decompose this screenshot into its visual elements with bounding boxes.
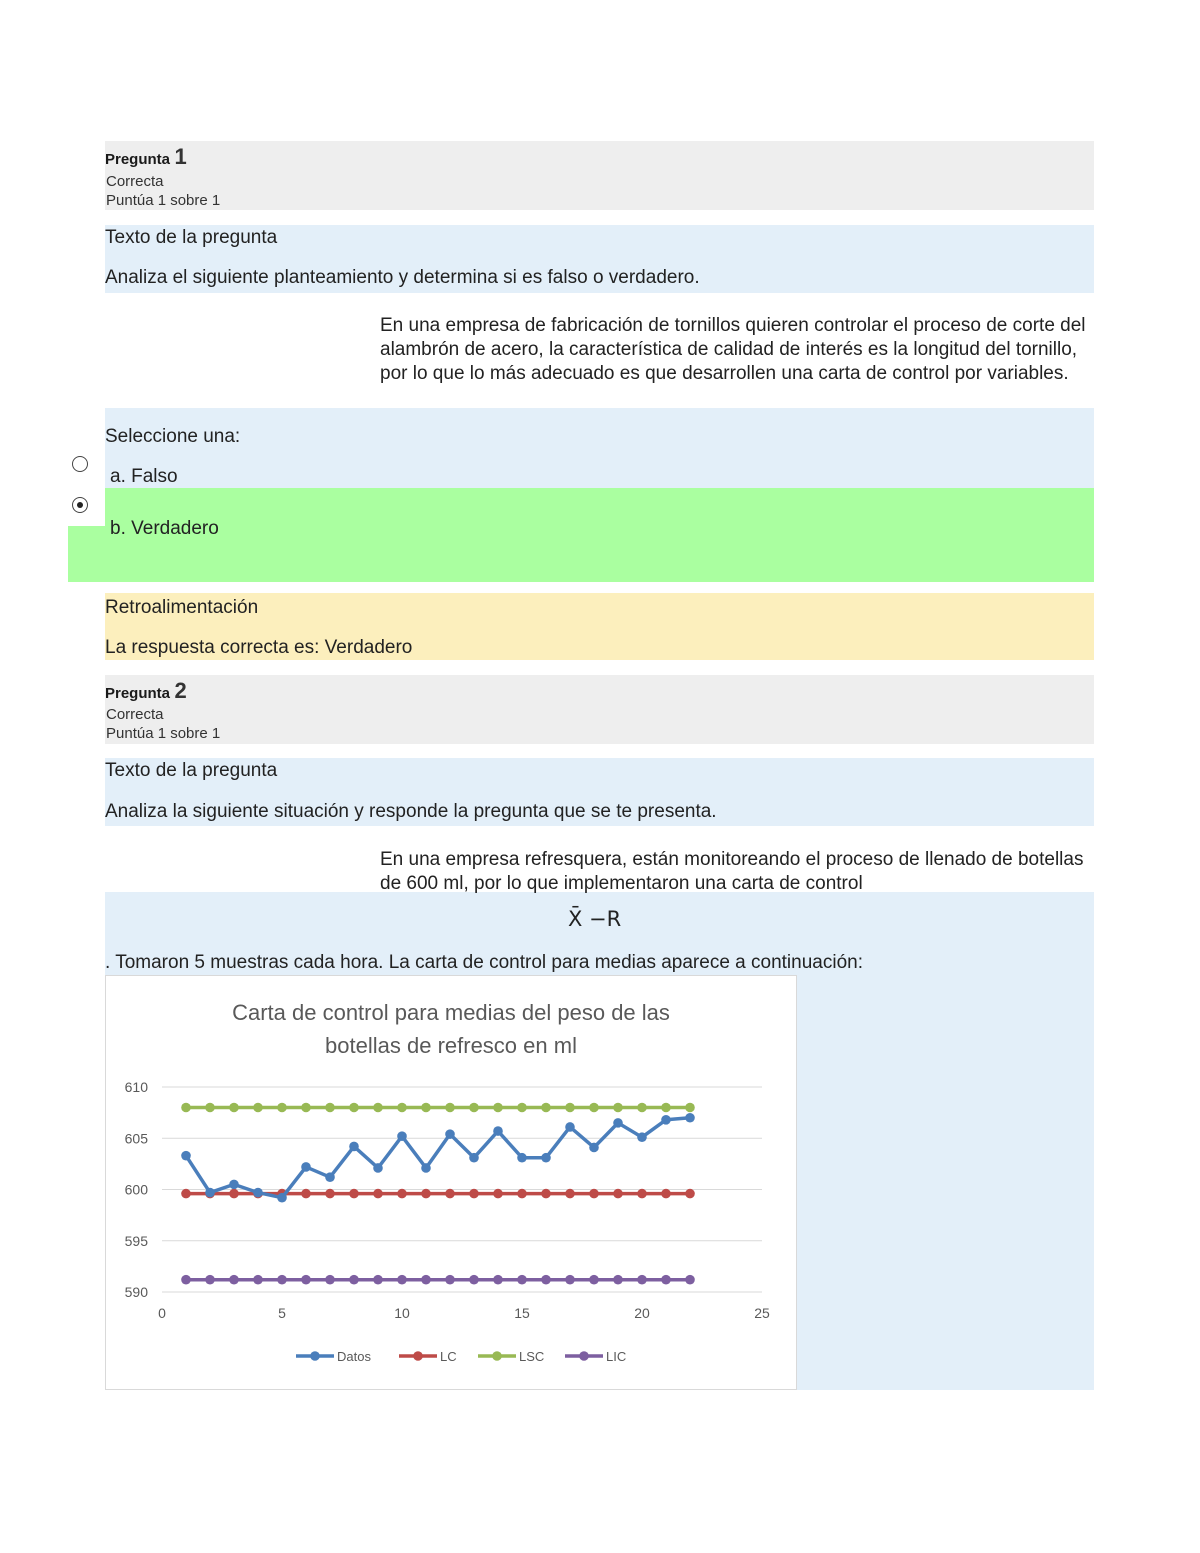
option-b-label[interactable]: b. Verdadero [110, 518, 219, 539]
question-statement: En una empresa refresquera, están monitoreando el proceso de llenado de botellas de 600 ml, por lo que implementaron una carta de control [380, 849, 1084, 894]
data-point-LSC [397, 1103, 407, 1113]
select-label: Seleccione una: [105, 426, 241, 447]
data-point-LSC [469, 1103, 479, 1113]
question-continuation: . Tomaron 5 muestras cada hora. La carta de control para medias aparece a continuación: [105, 952, 863, 973]
data-point-Datos [253, 1188, 263, 1198]
question-text-heading: Texto de la pregunta [105, 760, 278, 781]
data-point-LIC [589, 1275, 599, 1285]
data-point-LIC [229, 1275, 239, 1285]
radio-option-b[interactable] [72, 497, 88, 513]
question-status: Correcta [106, 173, 164, 190]
feedback-heading: Retroalimentación [105, 597, 259, 618]
data-point-LC [469, 1189, 479, 1199]
data-point-LSC [349, 1103, 359, 1113]
data-point-Datos [181, 1151, 191, 1161]
data-point-LC [493, 1189, 503, 1199]
x-tick-label: 10 [394, 1305, 410, 1321]
data-point-LSC [205, 1103, 215, 1113]
data-point-Datos [637, 1132, 647, 1142]
legend-marker-LSC [492, 1351, 502, 1361]
x-tick-label: 15 [514, 1305, 530, 1321]
radio-option-a[interactable] [72, 456, 88, 472]
data-point-LIC [397, 1275, 407, 1285]
data-point-LC [229, 1189, 239, 1199]
data-point-LSC [445, 1103, 455, 1113]
data-point-LSC [613, 1103, 623, 1113]
y-tick-label: 600 [124, 1181, 148, 1198]
data-point-LSC [229, 1103, 239, 1113]
y-tick-label: 605 [124, 1130, 148, 1147]
question-2-info [105, 675, 1094, 744]
data-point-LC [685, 1189, 695, 1199]
data-point-LC [517, 1189, 527, 1199]
y-tick-label: 595 [124, 1232, 148, 1249]
data-point-LIC [685, 1275, 695, 1285]
data-point-LC [349, 1189, 359, 1199]
data-point-LSC [493, 1103, 503, 1113]
data-point-LIC [421, 1275, 431, 1285]
data-point-LC [613, 1189, 623, 1199]
data-point-LIC [301, 1275, 311, 1285]
legend-label-LSC: LSC [519, 1349, 545, 1364]
blank-cell [105, 826, 378, 892]
data-point-Datos [613, 1118, 623, 1128]
radio-selected-dot [77, 502, 83, 508]
chart-title-line: botellas de refresco en ml [325, 1033, 577, 1058]
data-point-Datos [229, 1180, 239, 1190]
data-point-Datos [205, 1188, 215, 1198]
data-point-Datos [541, 1153, 551, 1163]
data-point-LIC [541, 1275, 551, 1285]
x-tick-label: 20 [634, 1305, 650, 1321]
data-point-LSC [373, 1103, 383, 1113]
data-point-LSC [421, 1103, 431, 1113]
blank-cell [105, 293, 378, 408]
data-point-Datos [373, 1163, 383, 1173]
chart-title-line: Carta de control para medias del peso de las [232, 1000, 670, 1025]
data-point-LIC [613, 1275, 623, 1285]
data-point-LIC [445, 1275, 455, 1285]
data-point-LIC [277, 1275, 287, 1285]
x-tick-label: 25 [754, 1305, 770, 1321]
data-point-LSC [685, 1103, 695, 1113]
data-point-LC [445, 1189, 455, 1199]
data-point-LC [565, 1189, 575, 1199]
data-point-Datos [469, 1153, 479, 1163]
data-point-LIC [517, 1275, 527, 1285]
data-point-LC [325, 1189, 335, 1199]
data-point-LSC [181, 1103, 191, 1113]
y-tick-label: 610 [124, 1079, 148, 1095]
data-point-LSC [541, 1103, 551, 1113]
option-a-label[interactable]: a. Falso [110, 466, 178, 487]
data-point-LSC [301, 1103, 311, 1113]
legend-label-Datos: Datos [337, 1349, 371, 1364]
legend-marker-LIC [579, 1351, 589, 1361]
question-text-heading: Texto de la pregunta [105, 227, 278, 248]
data-point-LC [589, 1189, 599, 1199]
data-point-LSC [517, 1103, 527, 1113]
data-point-LIC [205, 1275, 215, 1285]
data-point-Datos [565, 1122, 575, 1132]
data-point-LIC [661, 1275, 671, 1285]
question-number: 2 [174, 678, 187, 703]
legend-marker-Datos [310, 1351, 320, 1361]
legend-label-LC: LC [440, 1349, 457, 1364]
data-point-LSC [637, 1103, 647, 1113]
data-point-Datos [661, 1115, 671, 1125]
data-point-LSC [325, 1103, 335, 1113]
data-point-LIC [469, 1275, 479, 1285]
data-point-Datos [685, 1113, 695, 1123]
data-point-Datos [397, 1131, 407, 1141]
data-point-LC [541, 1189, 551, 1199]
question-label: Pregunta [105, 151, 171, 168]
data-point-LSC [661, 1103, 671, 1113]
control-chart [105, 975, 797, 1390]
data-point-Datos [421, 1163, 431, 1173]
data-point-LC [661, 1189, 671, 1199]
question-instruction: Analiza el siguiente planteamiento y determina si es falso o verdadero. [105, 267, 700, 288]
data-point-LIC [373, 1275, 383, 1285]
data-point-LC [637, 1189, 647, 1199]
data-point-Datos [493, 1126, 503, 1136]
data-point-LIC [181, 1275, 191, 1285]
question-1-info [105, 141, 1094, 210]
question-instruction: Analiza la siguiente situación y responde la pregunta que se te presenta. [105, 801, 717, 822]
data-point-LC [301, 1189, 311, 1199]
x-tick-label: 0 [158, 1305, 166, 1321]
data-point-LIC [637, 1275, 647, 1285]
data-point-LIC [565, 1275, 575, 1285]
question-label: Pregunta [105, 685, 171, 702]
data-point-Datos [349, 1142, 359, 1152]
data-point-LC [421, 1189, 431, 1199]
question-number: 1 [174, 144, 187, 169]
question-score: Puntúa 1 sobre 1 [106, 725, 221, 742]
x-tick-label: 5 [278, 1305, 286, 1321]
data-point-Datos [301, 1162, 311, 1172]
question-score: Puntúa 1 sobre 1 [106, 192, 221, 209]
feedback-text: La respuesta correcta es: Verdadero [105, 637, 413, 658]
data-point-LIC [349, 1275, 359, 1285]
data-point-LC [373, 1189, 383, 1199]
question-statement: En una empresa de fabricación de tornillos quieren controlar el proceso de corte del alambrón de acero, la característica de calidad de interés es la longitud del tornillo, por lo que lo más adecuado es que desarrollen una carta de control por variables. [380, 315, 1086, 384]
correct-answer-highlight [68, 488, 1094, 582]
data-point-Datos [277, 1193, 287, 1203]
data-point-LC [397, 1189, 407, 1199]
data-point-LIC [253, 1275, 263, 1285]
data-point-Datos [325, 1172, 335, 1182]
legend-label-LIC: LIC [606, 1349, 627, 1364]
data-point-LSC [253, 1103, 263, 1113]
y-tick-label: 590 [124, 1284, 148, 1300]
formula-xbar-r: X̄ −R [568, 907, 622, 931]
data-point-LSC [589, 1103, 599, 1113]
data-point-Datos [517, 1153, 527, 1163]
data-point-LIC [325, 1275, 335, 1285]
series-line-Datos [186, 1118, 690, 1198]
data-point-Datos [445, 1129, 455, 1139]
legend-marker-LC [413, 1351, 423, 1361]
question-status: Correcta [106, 706, 164, 723]
control-chart-svg [106, 976, 796, 1389]
data-point-LC [181, 1189, 191, 1199]
data-point-LIC [493, 1275, 503, 1285]
data-point-LSC [565, 1103, 575, 1113]
data-point-LSC [277, 1103, 287, 1113]
data-point-Datos [589, 1143, 599, 1153]
